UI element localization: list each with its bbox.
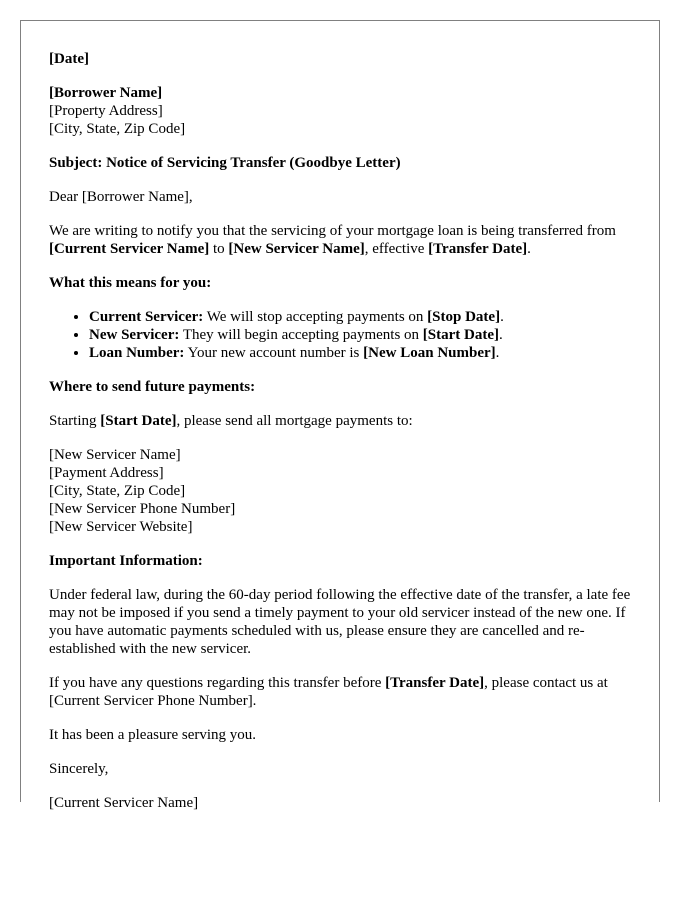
important-heading: Important Information: [49, 553, 203, 569]
what-this-means-heading: What this means for you: [49, 275, 212, 291]
start-date: [Start Date] [100, 413, 177, 429]
letter-page [20, 20, 660, 811]
list-item: • Current Servicer: We will stop accepting payments on [Stop Date]. [89, 308, 639, 326]
questions-transfer-date: [Transfer Date] [385, 675, 485, 691]
payment-address-line: [New Servicer Phone Number] [49, 501, 236, 517]
pleasure-line: It has been a pleasure serving you. [49, 727, 257, 743]
transfer-date: [Transfer Date] [428, 241, 528, 257]
current-servicer-name: [Current Servicer Name] [49, 241, 210, 257]
future-payments-heading: Where to send future payments: [49, 379, 256, 395]
intro-paragraph: We are writing to notify you that the servicing of your mortgage loan is being transferred from [Current Servicer Name] to [New Servicer Name], effective [Transfer Date]. [49, 223, 616, 257]
list-item: • New Servicer: They will begin accepting payments on [Start Date]. [89, 326, 639, 344]
list-item: • Loan Number: Your new account number is [New Loan Number]. [89, 344, 639, 362]
letter-date: [Date] [49, 51, 89, 67]
what-this-means-list [49, 308, 639, 362]
payment-address-line: [New Servicer Name] [49, 447, 181, 463]
payment-address-line: [Payment Address] [49, 465, 164, 481]
recipient-city-state-zip: [City, State, Zip Code] [49, 121, 186, 137]
recipient-block [49, 84, 639, 138]
salutation: Dear [Borrower Name], [49, 189, 193, 205]
payment-address-line: [City, State, Zip Code] [49, 483, 186, 499]
signature-name: [Current Servicer Name] [49, 795, 199, 811]
subject-line: Subject: Notice of Servicing Transfer (Goodbye Letter) [49, 155, 401, 171]
recipient-address: [Property Address] [49, 103, 163, 119]
questions-paragraph: If you have any questions regarding this transfer before [Transfer Date], please contact us at [Current Servicer Phone Number]. [49, 675, 608, 709]
recipient-name: [Borrower Name] [49, 85, 163, 101]
payment-address-line: [New Servicer Website] [49, 519, 193, 535]
important-body: Under federal law, during the 60-day period following the effective date of the transfer, a late fee may not be imposed if you send a timely payment to your old servicer instead of the new one. If you have automatic payments scheduled with us, please ensure they are cancelled and re-established with the new servicer. [49, 587, 631, 657]
letter-content [49, 50, 639, 828]
starting-paragraph: Starting [Start Date], please send all mortgage payments to: [49, 413, 413, 429]
new-servicer-name: [New Servicer Name] [228, 241, 365, 257]
payment-address-block [49, 446, 639, 536]
closing-line: Sincerely, [49, 761, 109, 777]
